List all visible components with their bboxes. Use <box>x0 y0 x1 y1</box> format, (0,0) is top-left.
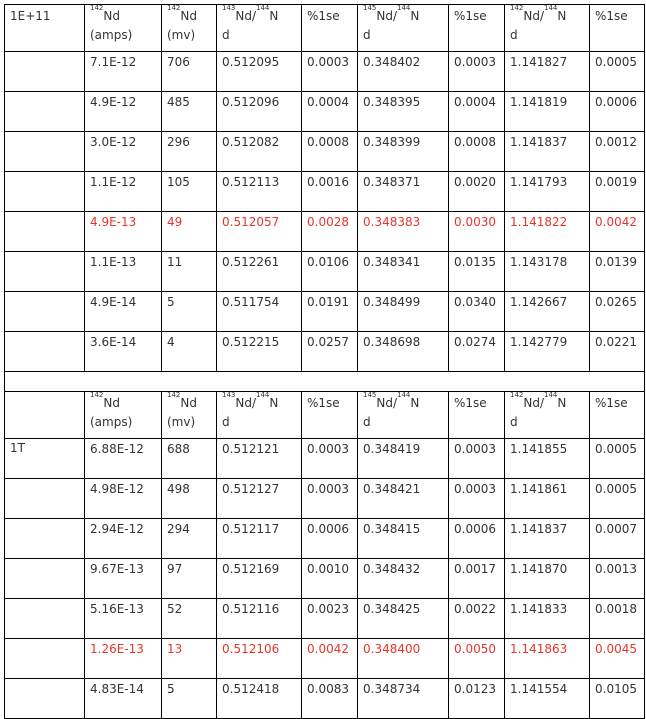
table-cell: 0.512106 <box>217 639 302 679</box>
table-cell: 0.512113 <box>217 172 302 212</box>
section-label-cell <box>5 52 85 92</box>
table-cell: 0.511754 <box>217 292 302 332</box>
table-row <box>5 599 645 639</box>
table-cell: 0.0017 <box>449 559 505 599</box>
table-cell: 0.348419 <box>358 439 449 479</box>
table-cell: 294 <box>162 519 217 559</box>
table-cell: 0.0004 <box>302 92 358 132</box>
header-text: N <box>557 9 567 23</box>
table-cell: 0.512169 <box>217 559 302 599</box>
table-cell: 0.0105 <box>590 679 645 719</box>
column-header <box>302 5 358 52</box>
table-cell: 1.141819 <box>505 92 590 132</box>
table-cell: 0.512095 <box>217 52 302 92</box>
table-cell: 1.143178 <box>505 252 590 292</box>
mass-superscript: 145 <box>363 391 377 399</box>
section-label-cell <box>5 292 85 332</box>
table-cell: 4 <box>162 332 217 372</box>
section-label-cell <box>5 132 85 172</box>
table-cell: 0.0050 <box>449 639 505 679</box>
nd-isotope-table <box>4 4 645 719</box>
section-label-cell: 1T <box>5 439 85 479</box>
header-text: %1se <box>595 396 628 410</box>
header-unit: d <box>222 415 230 429</box>
table-cell: 0.0003 <box>449 439 505 479</box>
table-cell: 0.512117 <box>217 519 302 559</box>
header-text: %1se <box>307 396 340 410</box>
table-cell: 5 <box>162 292 217 332</box>
section-label-cell <box>5 519 85 559</box>
header-unit: (amps) <box>90 415 133 429</box>
table-cell: 0.0221 <box>590 332 645 372</box>
table-row <box>5 519 645 559</box>
table-cell: 1.1E-13 <box>85 252 162 292</box>
section-label-cell <box>5 252 85 292</box>
table-cell: 0.512121 <box>217 439 302 479</box>
table-cell: 296 <box>162 132 217 172</box>
table-cell: 0.348421 <box>358 479 449 519</box>
section-label-cell <box>5 172 85 212</box>
table-cell: 1.141870 <box>505 559 590 599</box>
table-cell: 706 <box>162 52 217 92</box>
table-cell: 0.0030 <box>449 212 505 252</box>
table-cell: 0.0003 <box>302 479 358 519</box>
table-cell: 0.0045 <box>590 639 645 679</box>
mass-superscript: 143 <box>222 4 236 12</box>
table-cell: 0.0139 <box>590 252 645 292</box>
header-text: Nd/ <box>235 9 257 23</box>
table-row <box>5 292 645 332</box>
column-header <box>217 392 302 439</box>
table-cell: 0.348425 <box>358 599 449 639</box>
table-cell: 0.0042 <box>302 639 358 679</box>
table-cell: 1.142667 <box>505 292 590 332</box>
mass-superscript: 144 <box>397 391 411 399</box>
table-cell: 52 <box>162 599 217 639</box>
header-text: N <box>269 396 279 410</box>
header-text: Nd/ <box>523 9 545 23</box>
header-text: Nd/ <box>523 396 545 410</box>
table-cell: 0.0106 <box>302 252 358 292</box>
table-cell: 0.348400 <box>358 639 449 679</box>
table-cell: 0.348402 <box>358 52 449 92</box>
table-cell: 9.67E-13 <box>85 559 162 599</box>
header-text: Nd/ <box>376 9 398 23</box>
mass-superscript: 145 <box>363 4 377 12</box>
header-unit: (mv) <box>167 28 196 42</box>
table-cell: 5 <box>162 679 217 719</box>
header-unit: d <box>363 28 371 42</box>
column-header <box>449 392 505 439</box>
table-cell: 1.141855 <box>505 439 590 479</box>
table-cell: 4.9E-14 <box>85 292 162 332</box>
section-label-cell <box>5 639 85 679</box>
header-row <box>5 392 645 439</box>
table-cell: 1.26E-13 <box>85 639 162 679</box>
header-unit: d <box>510 28 518 42</box>
table-cell: 0.0003 <box>302 439 358 479</box>
table-cell: 0.512057 <box>217 212 302 252</box>
column-header <box>162 5 217 52</box>
table-row <box>5 212 645 252</box>
table-cell: 0.0028 <box>302 212 358 252</box>
table-cell: 1.141554 <box>505 679 590 719</box>
table-cell: 0.0135 <box>449 252 505 292</box>
table-cell: 3.6E-14 <box>85 332 162 372</box>
table-cell: 5.16E-13 <box>85 599 162 639</box>
mass-superscript: 144 <box>256 391 270 399</box>
header-unit: d <box>363 415 371 429</box>
header-text: Nd/ <box>235 396 257 410</box>
table-cell: 0.512116 <box>217 599 302 639</box>
table-cell: 1.141837 <box>505 132 590 172</box>
table-row <box>5 439 645 479</box>
table-cell: 0.0006 <box>590 92 645 132</box>
table-cell: 0.0016 <box>302 172 358 212</box>
section-label-cell <box>5 479 85 519</box>
table-row <box>5 559 645 599</box>
table-cell: 485 <box>162 92 217 132</box>
table-cell: 0.348399 <box>358 132 449 172</box>
table-row <box>5 252 645 292</box>
table-row <box>5 52 645 92</box>
table-cell: 0.0008 <box>302 132 358 172</box>
table-cell: 4.98E-12 <box>85 479 162 519</box>
mass-superscript: 142 <box>167 4 181 12</box>
header-text: %1se <box>454 9 487 23</box>
header-text: Nd <box>103 9 120 23</box>
column-header <box>358 5 449 52</box>
header-text: N <box>410 9 420 23</box>
table-cell: 0.512261 <box>217 252 302 292</box>
table-cell: 0.512096 <box>217 92 302 132</box>
table-cell: 0.348341 <box>358 252 449 292</box>
table-cell: 0.0005 <box>590 439 645 479</box>
header-text: N <box>269 9 279 23</box>
table-row <box>5 92 645 132</box>
table-cell: 0.0020 <box>449 172 505 212</box>
header-text: %1se <box>454 396 487 410</box>
table-cell: 7.1E-12 <box>85 52 162 92</box>
table-cell: 0.512082 <box>217 132 302 172</box>
section-label-cell <box>5 92 85 132</box>
table-cell: 0.0123 <box>449 679 505 719</box>
header-text: Nd <box>180 9 197 23</box>
table-cell: 4.9E-13 <box>85 212 162 252</box>
table-row <box>5 172 645 212</box>
table-cell: 1.1E-12 <box>85 172 162 212</box>
table-row <box>5 332 645 372</box>
column-header <box>162 392 217 439</box>
table-cell: 0.348734 <box>358 679 449 719</box>
table-cell: 0.348432 <box>358 559 449 599</box>
column-header <box>358 392 449 439</box>
table-cell: 1.141827 <box>505 52 590 92</box>
table-row <box>5 679 645 719</box>
header-text: Nd/ <box>376 396 398 410</box>
table-cell: 0.0274 <box>449 332 505 372</box>
table-cell: 0.0006 <box>449 519 505 559</box>
column-header <box>302 392 358 439</box>
header-unit: (amps) <box>90 28 133 42</box>
table-cell: 0.0003 <box>302 52 358 92</box>
header-unit: d <box>510 415 518 429</box>
table-cell: 0.512127 <box>217 479 302 519</box>
table-cell: 105 <box>162 172 217 212</box>
header-text: N <box>410 396 420 410</box>
table-cell: 688 <box>162 439 217 479</box>
header-text: Nd <box>180 396 197 410</box>
table-cell: 0.0006 <box>302 519 358 559</box>
header-text: %1se <box>307 9 340 23</box>
table-cell: 49 <box>162 212 217 252</box>
table-cell: 0.0012 <box>590 132 645 172</box>
mass-superscript: 142 <box>510 4 524 12</box>
table-cell: 0.0019 <box>590 172 645 212</box>
table-cell: 1.141861 <box>505 479 590 519</box>
mass-superscript: 144 <box>256 4 270 12</box>
table-cell: 0.512418 <box>217 679 302 719</box>
column-header <box>505 392 590 439</box>
table-cell: 0.0005 <box>590 52 645 92</box>
table-cell: 0.0023 <box>302 599 358 639</box>
table-cell: 0.0042 <box>590 212 645 252</box>
table-cell: 0.348698 <box>358 332 449 372</box>
table-cell: 2.94E-12 <box>85 519 162 559</box>
table-cell: 1.141837 <box>505 519 590 559</box>
mass-superscript: 142 <box>510 391 524 399</box>
table-cell: 1.141863 <box>505 639 590 679</box>
section-label-cell <box>5 559 85 599</box>
table-cell: 0.0008 <box>449 132 505 172</box>
section-label-cell <box>5 212 85 252</box>
table-cell: 0.0340 <box>449 292 505 332</box>
section-label-cell <box>5 599 85 639</box>
table-row <box>5 132 645 172</box>
section-separator <box>5 372 645 392</box>
table-cell: 0.0003 <box>449 52 505 92</box>
section-label <box>5 392 85 439</box>
mass-superscript: 142 <box>90 391 104 399</box>
table-cell: 0.0018 <box>590 599 645 639</box>
mass-superscript: 143 <box>222 391 236 399</box>
table-cell: 13 <box>162 639 217 679</box>
header-row <box>5 5 645 52</box>
table-cell: 3.0E-12 <box>85 132 162 172</box>
header-text: N <box>557 396 567 410</box>
mass-superscript: 142 <box>90 4 104 12</box>
table-row <box>5 639 645 679</box>
table-cell: 1.141833 <box>505 599 590 639</box>
mass-superscript: 144 <box>544 391 558 399</box>
column-header <box>449 5 505 52</box>
mass-superscript: 142 <box>167 391 181 399</box>
header-unit: (mv) <box>167 415 196 429</box>
table-cell: 97 <box>162 559 217 599</box>
header-text: Nd <box>103 396 120 410</box>
column-header <box>85 5 162 52</box>
section-label: 1E+11 <box>5 5 85 52</box>
table-cell: 0.348499 <box>358 292 449 332</box>
table-cell: 0.348383 <box>358 212 449 252</box>
table-cell: 1.141793 <box>505 172 590 212</box>
table-cell: 0.0013 <box>590 559 645 599</box>
table-cell: 0.0191 <box>302 292 358 332</box>
table-cell: 0.0005 <box>590 479 645 519</box>
table-cell: 1.142779 <box>505 332 590 372</box>
mass-superscript: 144 <box>544 4 558 12</box>
table-row <box>5 479 645 519</box>
header-text: %1se <box>595 9 628 23</box>
column-header <box>590 392 645 439</box>
table-cell: 0.348371 <box>358 172 449 212</box>
section-label-cell <box>5 679 85 719</box>
table-cell: 0.0257 <box>302 332 358 372</box>
section-label-cell <box>5 332 85 372</box>
table-cell: 0.0007 <box>590 519 645 559</box>
table-cell: 0.348395 <box>358 92 449 132</box>
table-cell: 0.0010 <box>302 559 358 599</box>
header-unit: d <box>222 28 230 42</box>
table-cell: 0.0083 <box>302 679 358 719</box>
column-header <box>85 392 162 439</box>
table-cell: 0.512215 <box>217 332 302 372</box>
table-cell: 498 <box>162 479 217 519</box>
separator-cell <box>5 372 645 392</box>
table-cell: 4.9E-12 <box>85 92 162 132</box>
table-cell: 11 <box>162 252 217 292</box>
table-cell: 0.0004 <box>449 92 505 132</box>
table-cell: 4.83E-14 <box>85 679 162 719</box>
table-cell: 0.348415 <box>358 519 449 559</box>
table-cell: 6.88E-12 <box>85 439 162 479</box>
table-cell: 1.141822 <box>505 212 590 252</box>
table-cell: 0.0003 <box>449 479 505 519</box>
table-cell: 0.0022 <box>449 599 505 639</box>
column-header <box>505 5 590 52</box>
table-cell: 0.0265 <box>590 292 645 332</box>
column-header <box>217 5 302 52</box>
column-header <box>590 5 645 52</box>
mass-superscript: 144 <box>397 4 411 12</box>
